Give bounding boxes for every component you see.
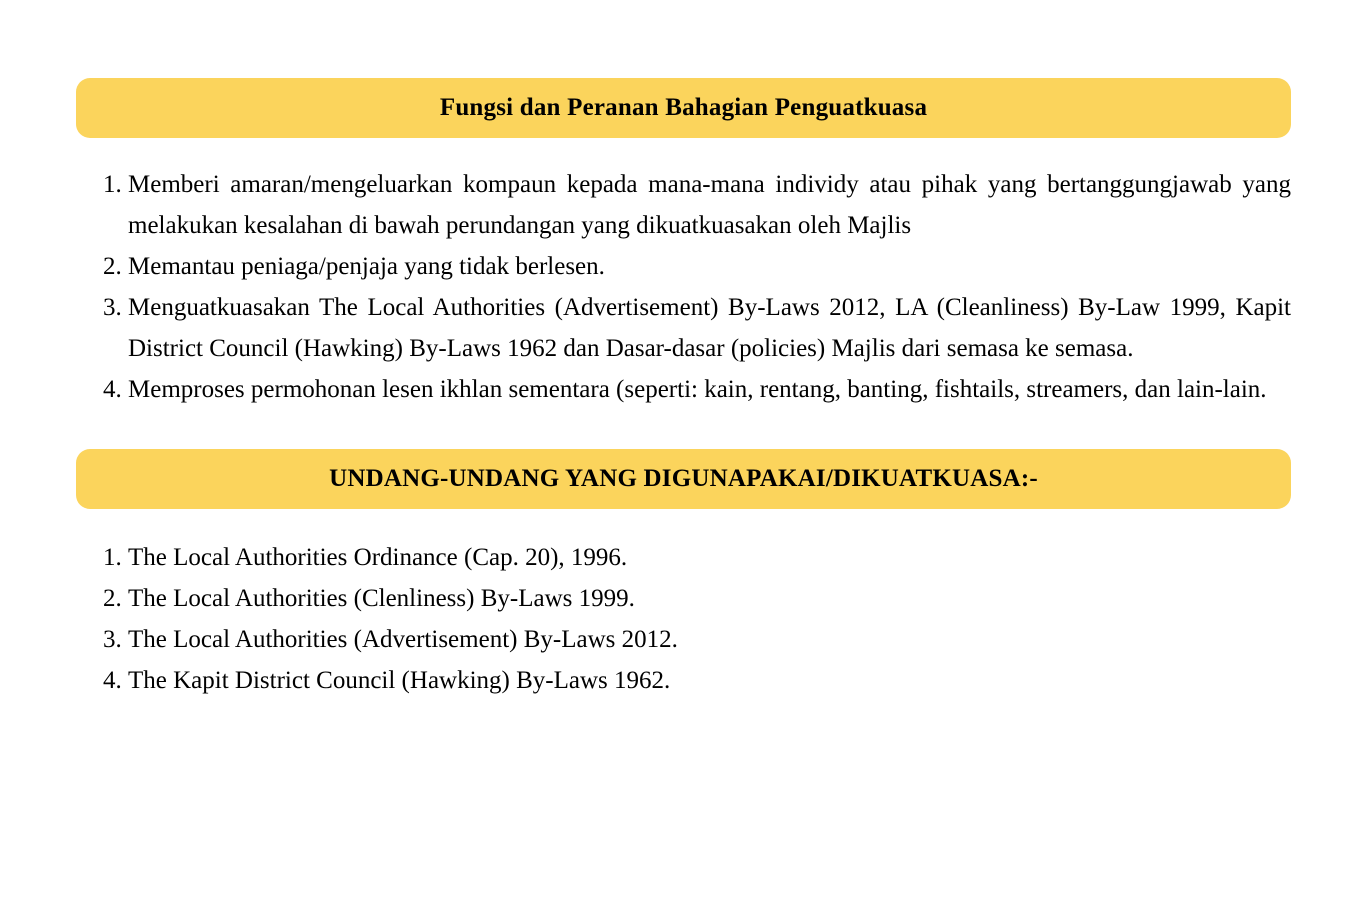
list-item-text: Menguatkuasakan The Local Authorities (Advertisement) By-Laws 2012, LA (Cleanliness) By-Law 1999, Kapit District Council (Hawking) By-Laws 1962 dan Dasar-dasar (policies) Majlis dari semasa ke semasa.: [128, 294, 1291, 362]
section-header-functions: [76, 78, 1291, 138]
list-item-number: 3.: [103, 294, 122, 321]
list-item-number: 1.: [103, 544, 122, 571]
list-item-text: Memantau peniaga/penjaja yang tidak berlesen.: [128, 253, 605, 280]
list-item-number: 4.: [103, 667, 122, 694]
section-header-laws: [76, 449, 1291, 509]
list-item: [103, 287, 1291, 369]
list-item-number: 3.: [103, 626, 122, 653]
list-item-text: Memproses permohonan lesen ikhlan sementara (seperti: kain, rentang, banting, fishtails, streamers, dan lain-lain.: [128, 376, 1267, 403]
section-title-functions: Fungsi dan Peranan Bahagian Penguatkuasa: [439, 94, 928, 121]
list-item-text: The Local Authorities (Clenliness) By-Laws 1999.: [128, 585, 635, 612]
section-title-laws: UNDANG-UNDANG YANG DIGUNAPAKAI/DIKUATKUASA:-: [329, 465, 1038, 492]
laws-list: [76, 537, 1291, 701]
list-item-text: The Kapit District Council (Hawking) By-Laws 1962.: [128, 667, 671, 694]
functions-list: [76, 164, 1291, 410]
list-item: [103, 369, 1291, 410]
list-item-number: 4.: [103, 376, 122, 403]
list-item: [103, 246, 1291, 287]
list-item-text: Memberi amaran/mengeluarkan kompaun kepada mana-mana individy atau pihak yang bertanggungjawab yang melakukan kesalahan di bawah perundangan yang dikuatkuasakan oleh Majlis: [128, 171, 1291, 239]
list-item: [103, 660, 1291, 701]
list-item: [103, 619, 1291, 660]
list-item-number: 1.: [103, 171, 122, 198]
list-item-text: The Local Authorities Ordinance (Cap. 20), 1996.: [128, 544, 628, 571]
list-item-number: 2.: [103, 585, 122, 612]
list-item: [103, 578, 1291, 619]
list-item-number: 2.: [103, 253, 122, 280]
list-item-text: The Local Authorities (Advertisement) By-Laws 2012.: [128, 626, 678, 653]
list-item: [103, 164, 1291, 246]
list-item: [103, 537, 1291, 578]
